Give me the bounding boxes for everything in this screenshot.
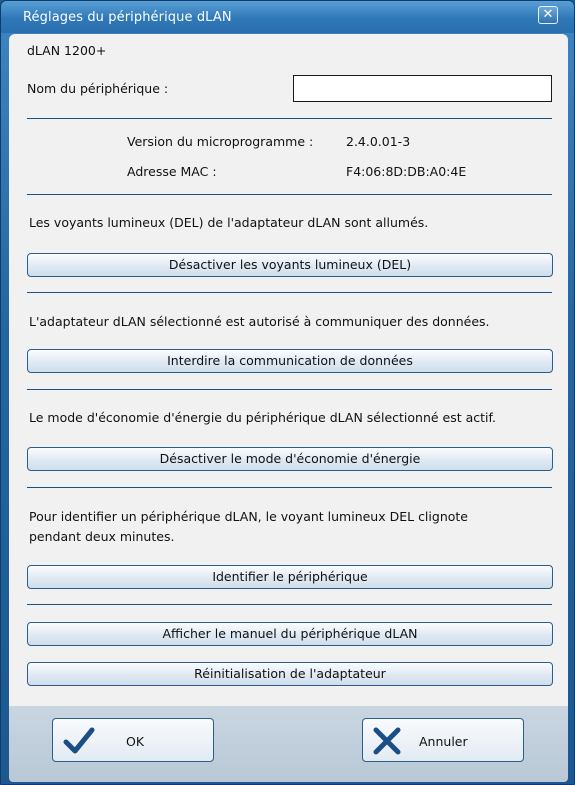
device-name-label: Nom du périphérique : [27,81,169,96]
mac-address-label: Adresse MAC : [127,164,217,179]
close-icon: ✕ [542,7,554,22]
device-model: dLAN 1200+ [27,43,107,58]
close-button[interactable] [538,6,558,24]
x-mark-icon [371,726,403,759]
reset-adapter-button[interactable]: Réinitialisation de l'adaptateur [27,662,553,686]
cancel-label: Annuler [419,734,468,749]
separator [27,604,552,605]
power-saving-status-text: Le mode d'économie d'énergie du périphérique dLAN sélectionné est actif. [29,410,496,425]
title-bar[interactable] [1,1,574,33]
separator [27,194,552,195]
leds-status-text: Les voyants lumineux (DEL) de l'adaptateur dLAN sont allumés. [29,215,429,230]
identify-device-button[interactable]: Identifier le périphérique [27,565,553,589]
firmware-version-label: Version du microprogramme : [127,134,314,149]
identify-status-line1: Pour identifier un périphérique dLAN, le voyant lumineux DEL clignote [29,509,468,524]
communication-status-text: L'adaptateur dLAN sélectionné est autorisé à communiquer des données. [29,314,490,329]
ok-button[interactable] [52,718,214,762]
separator [27,389,552,390]
block-communication-button[interactable]: Interdire la communication de données [27,349,553,373]
separator [27,292,552,293]
checkmark-icon [63,726,95,759]
ok-label: OK [126,734,145,749]
show-manual-button[interactable]: Afficher le manuel du périphérique dLAN [27,622,553,646]
firmware-version-value: 2.4.0.01-3 [346,134,411,149]
dialog-title: Réglages du périphérique dLAN [23,10,232,25]
cancel-button[interactable] [362,718,524,762]
device-name-input[interactable] [293,75,552,102]
separator [27,118,552,119]
disable-leds-button[interactable]: Désactiver les voyants lumineux (DEL) [27,253,553,277]
identify-status-line2: pendant deux minutes. [29,529,175,544]
disable-power-saving-button[interactable]: Désactiver le mode d'économie d'énergie [27,447,553,471]
mac-address-value: F4:06:8D:DB:A0:4E [346,164,467,179]
separator [27,487,552,488]
